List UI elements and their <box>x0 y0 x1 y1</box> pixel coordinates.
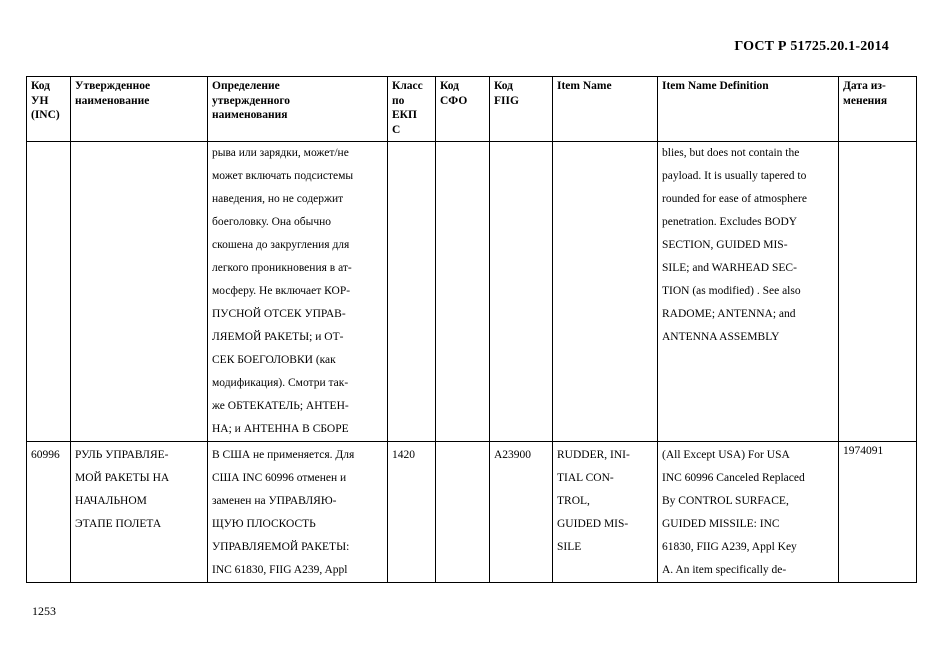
cell-change-date: 1974091 <box>839 442 917 583</box>
cell-sfo <box>436 142 490 442</box>
col-header-class: Класс по ЕКП С <box>388 77 436 142</box>
standard-designation: ГОСТ Р 51725.20.1-2014 <box>734 39 889 54</box>
cell-definition-ru: рыва или зарядки, может/не может включать подсистемы наведения, но не содержит боеголовку. Она обычно скошена до закругления для легкого проникновения в ат- мосферу. Не включает КОР- ПУСНОЙ ОТСЕК УПРАВ- ЛЯЕМОЙ РАКЕТЫ; и ОТ- СЕК БОЕГОЛОВКИ (как модификация). Смотри так- же ОБТЕКАТЕЛЬ; АНТЕН- НА; и АНТЕННА В СБОРЕ <box>208 142 388 442</box>
cell-sfo <box>436 442 490 583</box>
cell-inc <box>27 142 71 442</box>
cell-fiig: A23900 <box>490 442 553 583</box>
col-header-item-name-definition: Item Name Definition <box>658 77 839 142</box>
col-header-approved-name: Утвержденное наименование <box>71 77 208 142</box>
cell-approved-name <box>71 142 208 442</box>
cell-class: 1420 <box>388 442 436 583</box>
catalog-table <box>26 76 917 583</box>
table-header-row <box>27 77 917 142</box>
col-header-definition: Определение утвержденного наименования <box>208 77 388 142</box>
table-row-record <box>27 442 917 583</box>
col-header-fiig: Код FIIG <box>490 77 553 142</box>
col-header-sfo: Код СФО <box>436 77 490 142</box>
cell-definition-en: blies, but does not contain the payload. It is usually tapered to rounded for ease of atmosphere penetration. Excludes BODY SECTION, GUIDED MIS- SILE; and WARHEAD SEC- TION (as modified) . See also RADOME; ANTENNA; and ANTENNA ASSEMBLY <box>658 142 839 442</box>
col-header-inc: Код УН (INC) <box>27 77 71 142</box>
cell-class <box>388 142 436 442</box>
col-header-item-name: Item Name <box>553 77 658 142</box>
cell-fiig <box>490 142 553 442</box>
cell-item-name <box>553 142 658 442</box>
cell-inc: 60996 <box>27 442 71 583</box>
cell-definition-en: (All Except USA) For USA INC 60996 Canceled Replaced By CONTROL SURFACE, GUIDED MISSILE: INC 61830, FIIG A239, Appl Key A. An item specifically de- <box>658 442 839 583</box>
cell-definition-ru: В США не применяется. Для США INC 60996 отменен и заменен на УПРАВЛЯЮ- ЩУЮ ПЛОСКОСТЬ УПРАВЛЯЕМОЙ РАКЕТЫ: INC 61830, FIIG A239, Appl <box>208 442 388 583</box>
cell-item-name: RUDDER, INI- TIAL CON- TROL, GUIDED MIS- SILE <box>553 442 658 583</box>
col-header-change-date: Дата из- менения <box>839 77 917 142</box>
cell-approved-name: РУЛЬ УПРАВЛЯЕ- МОЙ РАКЕТЫ НА НАЧАЛЬНОМ ЭТАПЕ ПОЛЕТА <box>71 442 208 583</box>
table-row-continuation <box>27 142 917 442</box>
page-number: 1253 <box>32 604 56 618</box>
cell-change-date <box>839 142 917 442</box>
